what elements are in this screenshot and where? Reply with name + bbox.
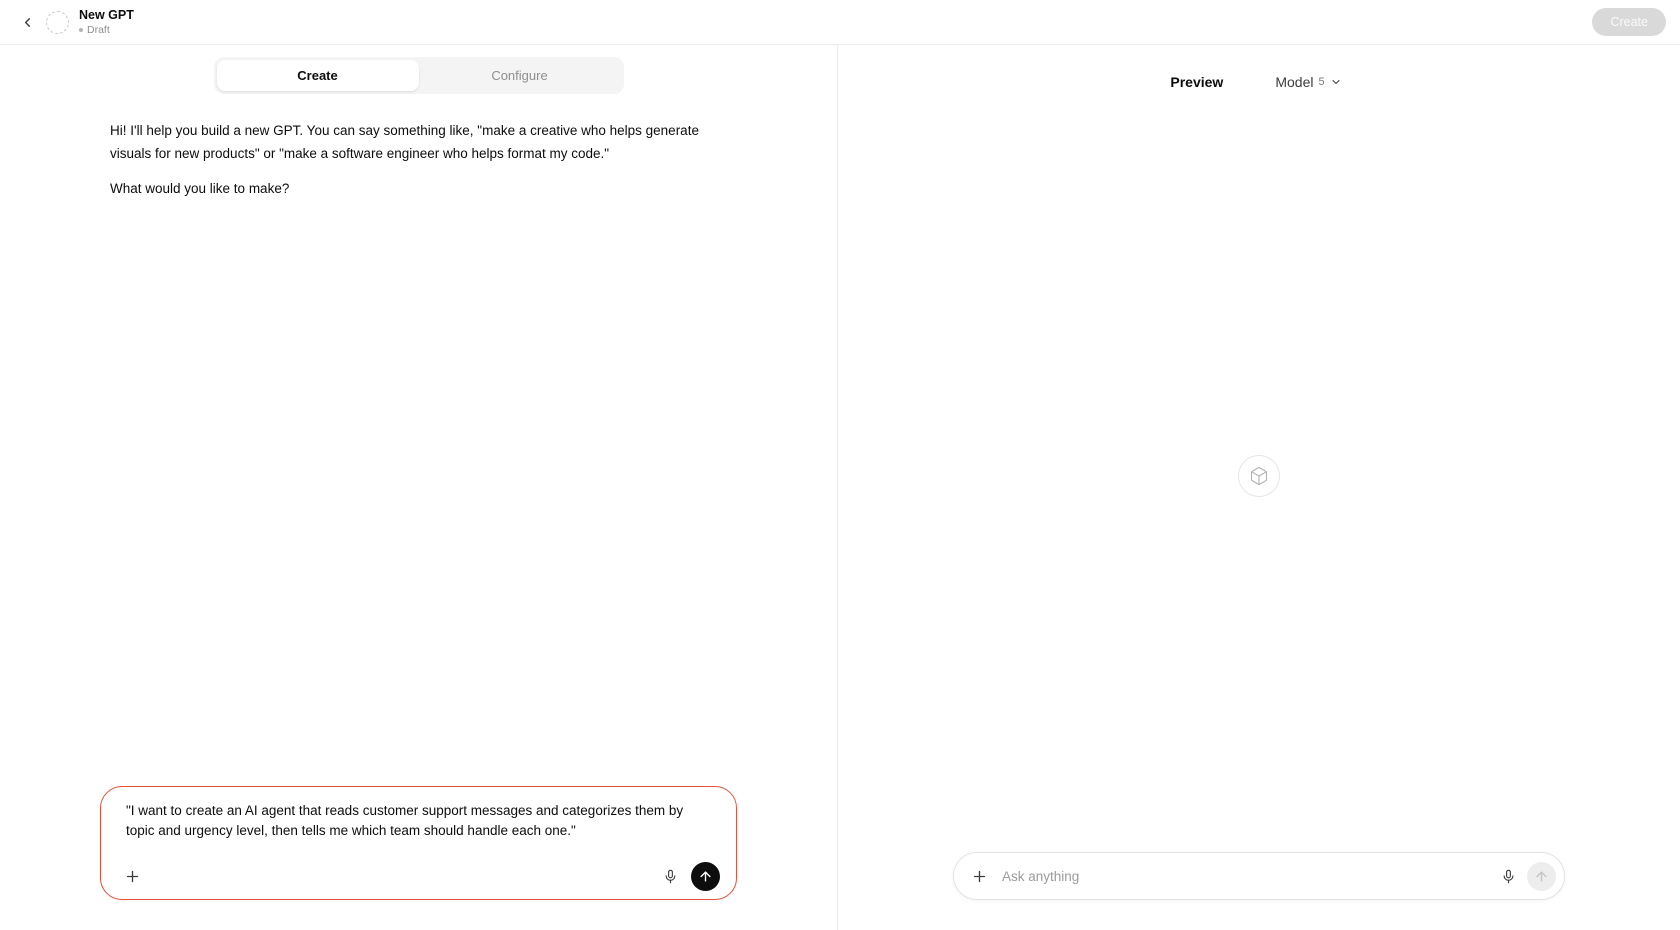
preview-send-button[interactable] xyxy=(1527,862,1556,891)
status-badge xyxy=(79,23,134,37)
tab-configure[interactable]: Configure xyxy=(491,68,548,83)
tab-create[interactable]: Create xyxy=(217,60,419,91)
preview-empty-state xyxy=(838,99,1680,852)
preview-title: Preview xyxy=(1170,74,1224,90)
builder-message-input[interactable]: "I want to create an AI agent that reads customer support messages and categorizes them by topic and urgency level, then tells me which team should handle each one." xyxy=(126,803,684,838)
assistant-message xyxy=(110,120,725,201)
status-label: Draft xyxy=(87,23,110,36)
preview-attach-button[interactable] xyxy=(964,861,994,891)
page-title: New GPT xyxy=(79,7,134,22)
builder-composer-wrap xyxy=(0,786,837,930)
create-button[interactable]: Create xyxy=(1592,8,1666,36)
builder-tabs xyxy=(214,57,624,94)
builder-chat-area xyxy=(0,94,837,786)
arrow-up-icon xyxy=(698,869,713,884)
model-version: 5 xyxy=(1318,76,1325,88)
preview-header xyxy=(838,45,1680,99)
send-button[interactable] xyxy=(691,862,720,891)
attach-button[interactable] xyxy=(117,861,147,891)
builder-pane xyxy=(0,45,838,930)
preview-composer[interactable] xyxy=(953,852,1565,900)
back-button[interactable] xyxy=(14,9,40,35)
chevron-left-icon xyxy=(20,15,35,30)
status-dot-icon xyxy=(79,28,83,32)
dictate-button[interactable] xyxy=(655,861,685,891)
model-selector[interactable] xyxy=(1269,71,1347,93)
chevron-down-icon xyxy=(1330,76,1342,88)
builder-tabs-wrap xyxy=(0,45,837,94)
top-bar xyxy=(0,0,1680,45)
preview-composer-wrap xyxy=(838,852,1680,930)
microphone-icon xyxy=(663,869,678,884)
microphone-icon xyxy=(1501,869,1516,884)
preview-pane xyxy=(838,45,1680,930)
plus-icon xyxy=(971,868,988,885)
main-body xyxy=(0,45,1680,930)
builder-composer-toolbar xyxy=(117,861,720,891)
builder-composer[interactable] xyxy=(100,786,737,900)
model-label: Model xyxy=(1275,74,1314,90)
gpt-title-block xyxy=(79,8,134,37)
preview-dictate-button[interactable] xyxy=(1493,861,1523,891)
gpt-avatar xyxy=(46,11,69,34)
preview-message-input[interactable]: Ask anything xyxy=(1002,868,1080,884)
assistant-message-paragraph-1: Hi! I'll help you build a new GPT. You can say something like, "make a creative who helps generate visuals for new products" or "make a software engineer who helps format my code." xyxy=(110,123,699,161)
plus-icon xyxy=(124,868,141,885)
arrow-up-icon xyxy=(1534,869,1549,884)
cube-icon xyxy=(1238,455,1280,497)
assistant-message-paragraph-2: What would you like to make? xyxy=(110,181,290,196)
